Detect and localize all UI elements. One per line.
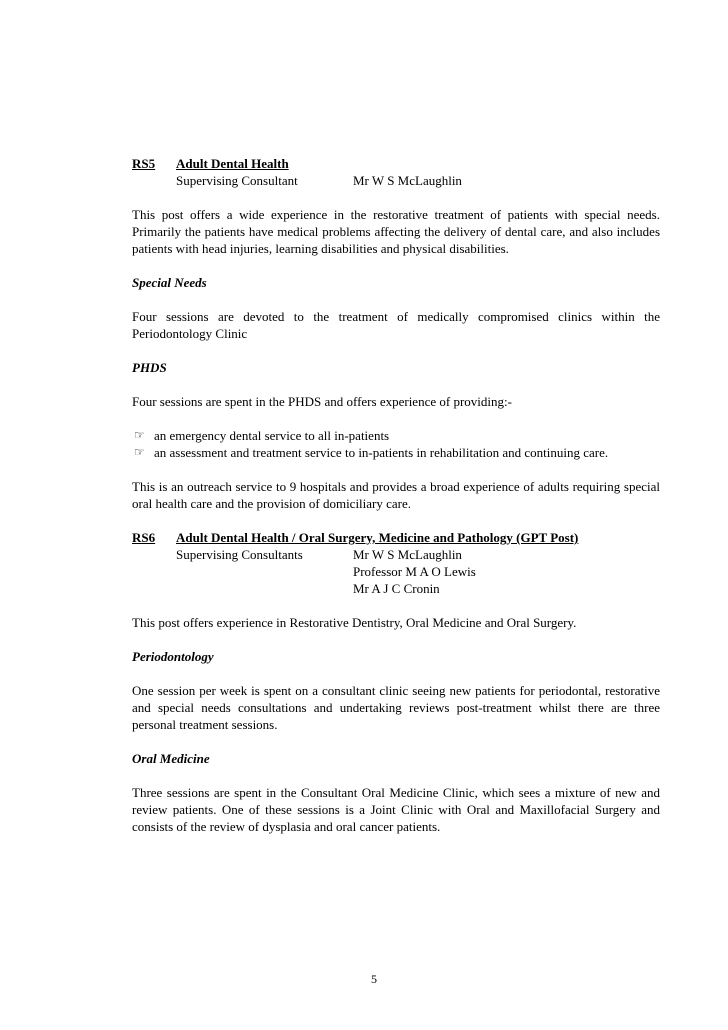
rs6-code: RS6 xyxy=(132,530,156,545)
document-page xyxy=(132,155,660,835)
list-item xyxy=(132,427,660,444)
rs6-consultant-name: Professor M A O Lewis xyxy=(353,564,476,579)
rs6-consultant-name: Mr A J C Cronin xyxy=(353,581,440,596)
rs6-intro-paragraph: This post offers experience in Restorative Dentistry, Oral Medicine and Oral Surgery. xyxy=(132,615,577,630)
rs5-consultant-row xyxy=(132,172,660,189)
outreach-paragraph: This is an outreach service to 9 hospitals and provides a broad experience of adults requiring special oral health care and the provision of domiciliary care. xyxy=(132,479,660,511)
phds-heading: PHDS xyxy=(132,360,167,375)
rs6-consultant-label: Supervising Consultants xyxy=(176,547,303,562)
periodontology-heading: Periodontology xyxy=(132,649,214,664)
pointing-hand-icon: ☞ xyxy=(134,445,145,459)
rs5-heading xyxy=(132,155,660,172)
pointing-hand-icon: ☞ xyxy=(134,428,145,442)
rs5-code: RS5 xyxy=(132,156,156,171)
rs6-consultant-row xyxy=(132,563,660,580)
special-needs-paragraph: Four sessions are devoted to the treatment of medically compromised clinics within the Periodontology Clinic xyxy=(132,309,660,341)
rs5-intro-paragraph: This post offers a wide experience in the restorative treatment of patients with special needs. Primarily the patients have medical problems affecting the delivery of dental care, and also includes patients with head injuries, learning disabilities and physical disabilities. xyxy=(132,207,660,256)
special-needs-heading: Special Needs xyxy=(132,275,207,290)
rs5-consultant-name: Mr W S McLaughlin xyxy=(353,173,462,188)
phds-bullet-list xyxy=(132,427,660,461)
list-item xyxy=(132,444,660,461)
page-number: 5 xyxy=(371,972,377,986)
bullet-text: an assessment and treatment service to in-patients in rehabilitation and continuing care. xyxy=(154,445,609,460)
oral-medicine-heading: Oral Medicine xyxy=(132,751,210,766)
rs6-title: Adult Dental Health / Oral Surgery, Medicine and Pathology (GPT Post) xyxy=(176,530,579,545)
rs6-heading xyxy=(132,529,660,546)
rs6-consultant-name: Mr W S McLaughlin xyxy=(353,547,462,562)
rs5-consultant-label: Supervising Consultant xyxy=(176,173,298,188)
rs6-consultant-row xyxy=(132,546,660,563)
rs5-title: Adult Dental Health xyxy=(176,156,289,171)
phds-paragraph: Four sessions are spent in the PHDS and offers experience of providing:- xyxy=(132,394,512,409)
rs6-consultant-row xyxy=(132,580,660,597)
periodontology-paragraph: One session per week is spent on a consultant clinic seeing new patients for periodontal, restorative and special needs consultations and undertaking reviews post-treatment whilst there are three personal treatment sessions. xyxy=(132,683,660,732)
bullet-text: an emergency dental service to all in-patients xyxy=(154,428,390,443)
oral-medicine-paragraph: Three sessions are spent in the Consultant Oral Medicine Clinic, which sees a mixture of new and review patients. One of these sessions is a Joint Clinic with Oral and Maxillofacial Surgery and consists of the review of dysplasia and oral cancer patients. xyxy=(132,785,660,834)
